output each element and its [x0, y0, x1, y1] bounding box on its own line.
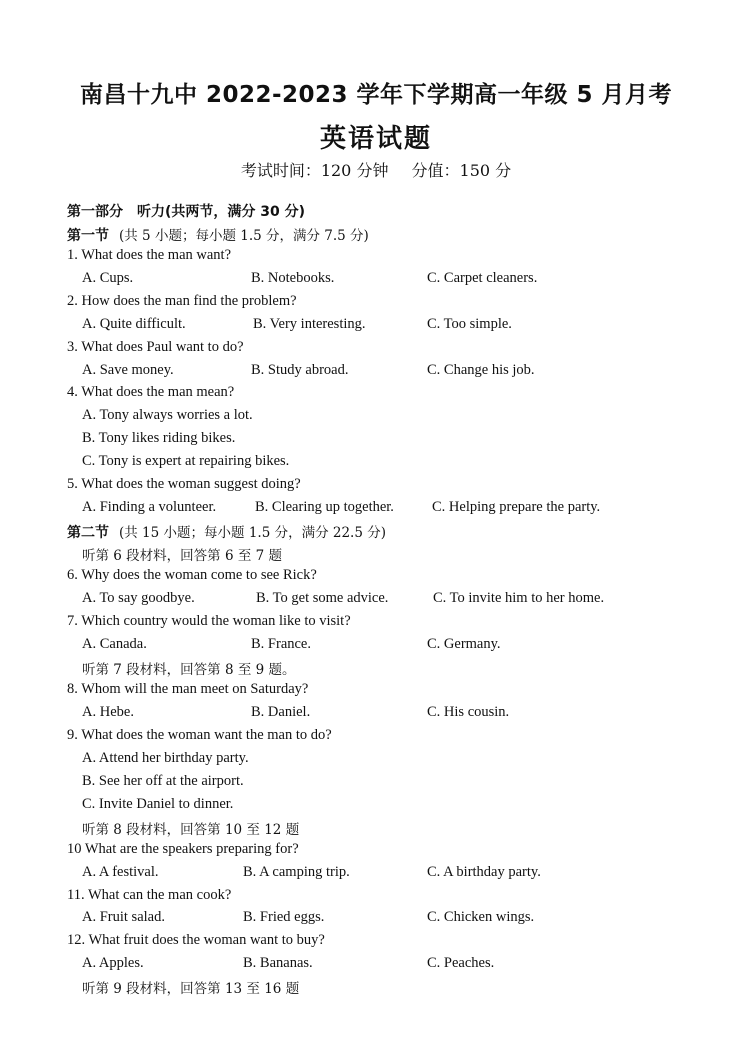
q11-option-c: C. Chicken wings. [427, 909, 535, 925]
q3-option-a: A. Save money. [82, 362, 174, 378]
question-3: 3. What does Paul want to do? [67, 339, 244, 355]
section2-heading [67, 521, 386, 542]
q7-option-c: C. Germany. [427, 636, 501, 652]
q8-option-b: B. Daniel. [251, 704, 311, 720]
q2-option-c: C. Too simple. [427, 316, 512, 332]
exam-score: 分值：150 分 [411, 161, 512, 180]
q5-option-b: B. Clearing up together. [255, 499, 394, 515]
q7-option-a: A. Canada. [82, 636, 147, 652]
question-8: 8. Whom will the man meet on Saturday? [67, 681, 309, 697]
section1-heading [67, 224, 369, 245]
q9-option-b: B. See her off at the airport. [82, 773, 244, 789]
q5-option-c: C. Helping prepare the party. [432, 499, 601, 515]
q1-option-b: B. Notebooks. [251, 270, 335, 286]
question-6: 6. Why does the woman come to see Rick? [67, 567, 317, 583]
section2-label: 第二节 [67, 525, 109, 541]
question-10: 10 What are the speakers preparing for? [67, 841, 299, 857]
q3-option-c: C. Change his job. [427, 362, 535, 378]
q2-option-b: B. Very interesting. [253, 316, 366, 332]
q4-option-a: A. Tony always worries a lot. [82, 407, 253, 423]
exam-title: 南昌十九中 2022-2023 学年下学期高一年级 5 月月考 [79, 82, 673, 108]
q4-option-c: C. Tony is expert at repairing bikes. [82, 453, 290, 469]
question-7: 7. Which country would the woman like to visit? [67, 613, 351, 629]
section2-desc: (共 15 小题；每小题 1.5 分，满分 22.5 分) [119, 525, 386, 541]
question-1: 1. What does the man want? [67, 247, 232, 263]
exam-meta [0, 158, 752, 181]
listening-note-7: 听第 7 段材料，回答第 8 至 9 题。 [82, 662, 296, 678]
part1-heading: 第一部分 听力(共两节，满分 30 分) [67, 204, 306, 220]
q3-option-b: B. Study abroad. [251, 362, 349, 378]
q12-option-a: A. Apples. [82, 955, 144, 971]
question-9: 9. What does the woman want the man to do? [67, 727, 332, 743]
q6-option-a: A. To say goodbye. [82, 590, 195, 606]
q9-option-a: A. Attend her birthday party. [82, 750, 249, 766]
listening-note-6: 听第 6 段材料，回答第 6 至 7 题 [82, 548, 283, 564]
q1-option-c: C. Carpet cleaners. [427, 270, 538, 286]
q11-option-a: A. Fruit salad. [82, 909, 165, 925]
question-12: 12. What fruit does the woman want to buy? [67, 932, 325, 948]
q6-option-c: C. To invite him to her home. [433, 590, 605, 606]
listening-note-8: 听第 8 段材料，回答第 10 至 12 题 [82, 822, 300, 838]
q6-option-b: B. To get some advice. [256, 590, 389, 606]
q12-option-b: B. Bananas. [243, 955, 313, 971]
q11-option-b: B. Fried eggs. [243, 909, 325, 925]
q9-option-c: C. Invite Daniel to dinner. [82, 796, 234, 812]
q8-option-a: A. Hebe. [82, 704, 134, 720]
q2-option-a: A. Quite difficult. [82, 316, 186, 332]
q8-option-c: C. His cousin. [427, 704, 510, 720]
q4-option-b: B. Tony likes riding bikes. [82, 430, 236, 446]
exam-subtitle: 英语试题 [319, 124, 432, 154]
question-2: 2. How does the man find the problem? [67, 293, 297, 309]
question-11: 11. What can the man cook? [67, 887, 232, 903]
q10-option-b: B. A camping trip. [243, 864, 350, 880]
listening-note-9: 听第 9 段材料，回答第 13 至 16 题 [82, 981, 300, 997]
q10-option-a: A. A festival. [82, 864, 159, 880]
q12-option-c: C. Peaches. [427, 955, 495, 971]
exam-time: 考试时间：120 分钟 [240, 161, 389, 180]
section1-desc: (共 5 小题；每小题 1.5 分，满分 7.5 分) [119, 228, 369, 244]
q10-option-c: C. A birthday party. [427, 864, 541, 880]
q1-option-a: A. Cups. [82, 270, 134, 286]
q7-option-b: B. France. [251, 636, 311, 652]
section1-label: 第一节 [67, 228, 109, 244]
q5-option-a: A. Finding a volunteer. [82, 499, 217, 515]
question-5: 5. What does the woman suggest doing? [67, 476, 301, 492]
question-4: 4. What does the man mean? [67, 384, 235, 400]
